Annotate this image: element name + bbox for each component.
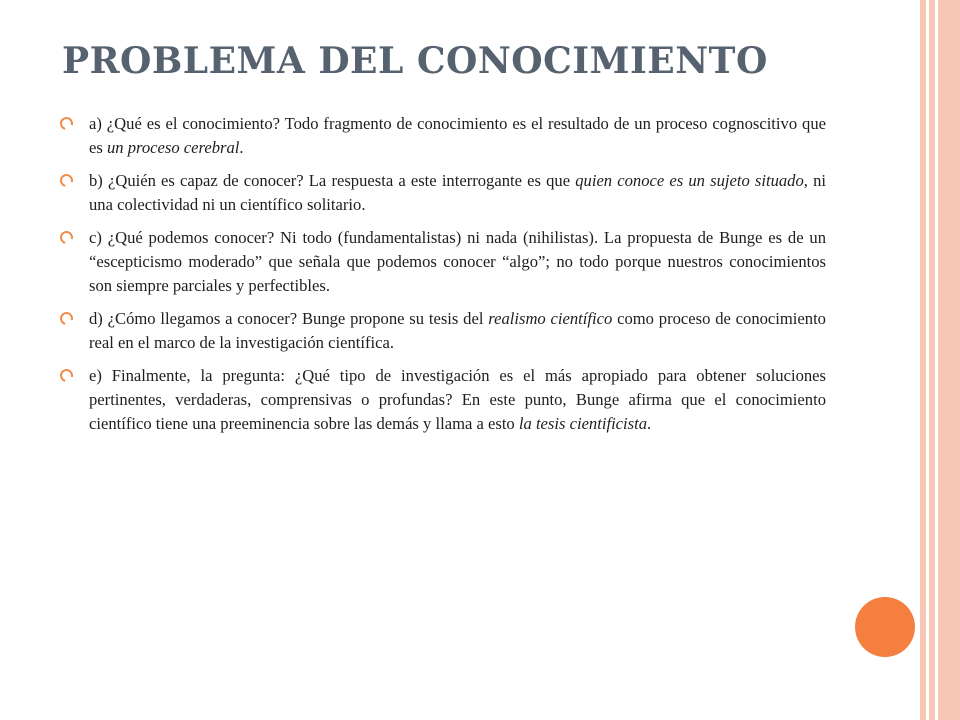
bullet-item-a <box>60 112 826 160</box>
decorative-stripe <box>938 0 960 720</box>
bullet-text: c) ¿Qué podemos conocer? Ni todo (fundamentalistas) ni nada (nihilistas). La propuesta de Bunge es de un “escepticismo moderado” que señala que podemos conocer “algo”; no todo porque nuestros conocimientos son siempre parciales y perfectibles. <box>89 228 826 295</box>
circle-bullet-icon <box>58 115 76 133</box>
bullet-item-d <box>60 307 826 355</box>
circle-bullet-icon <box>58 310 76 328</box>
bullet-text: e) Finalmente, la pregunta: ¿Qué tipo de investigación es el más apropiado para obtener soluciones pertinentes, verdaderas, comprensivas o profundas? En este punto, Bunge afirma que el conocimiento científico tiene una preeminencia sobre las demás y llama a esto <box>89 366 826 433</box>
bullet-emphasis: la tesis cientificista <box>518 414 648 433</box>
bullet-emphasis: realismo científico <box>488 309 613 328</box>
bullet-text: , ni una colectividad ni un científico solitario. <box>89 171 826 214</box>
slide-title: PROBLEMA DEL CONOCIMIENTO <box>62 40 768 82</box>
bullet-emphasis: un proceso cerebral <box>106 138 240 157</box>
bullet-text: . <box>239 138 244 157</box>
circle-bullet-icon <box>58 229 76 247</box>
bullet-text: . <box>647 414 652 433</box>
bullet-text: como proceso de conocimiento real en el marco de la investigación científica. <box>89 309 826 352</box>
bullet-list <box>60 112 826 445</box>
bullet-emphasis: quien conoce es un sujeto situado <box>575 171 804 190</box>
decorative-circle-icon <box>855 597 915 657</box>
circle-bullet-icon <box>58 172 76 190</box>
bullet-item-c <box>60 226 826 298</box>
circle-bullet-icon <box>58 367 76 385</box>
bullet-text: b) ¿Quién es capaz de conocer? La respuesta a este interrogante es que <box>89 171 576 190</box>
bullet-item-b <box>60 169 826 217</box>
bullet-text: a) ¿Qué es el conocimiento? Todo fragmento de conocimiento es el resultado de un proceso cognoscitivo que es <box>89 114 826 157</box>
bullet-text: d) ¿Cómo llegamos a conocer? Bunge propone su tesis del <box>89 309 489 328</box>
bullet-item-e <box>60 364 826 436</box>
